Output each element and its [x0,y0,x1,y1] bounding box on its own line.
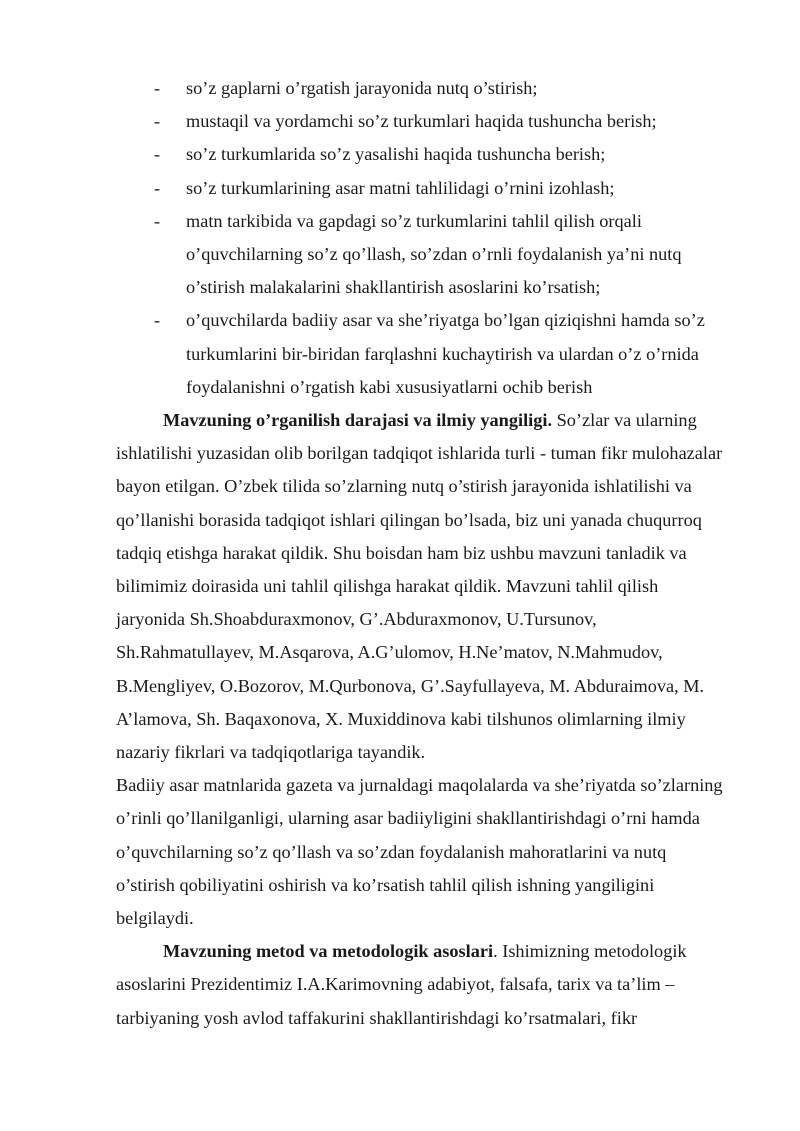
list-item [116,72,726,105]
list-item [116,205,726,305]
list-item [116,138,726,171]
research-level-text: So’zlar va ularning ishlatilishi yuzasidan olib borilgan tadqiqot ishlarida turli - tuman fikr mulohazalar bayon etilgan. O’zbek tilida so’zlarning nutq o’stirish jarayonida ishlatilishi va qo’llanishi borasida tadqiqot ishlari qilingan bo’lsada, biz uni yanada chuqurroq tadqiq etishga harakat qildik. Shu boisdan ham biz ushbu mavzuni tanladik va bilimimiz doirasida uni tahlil qilishga harakat qildik. Mavzuni tahlil qilish jaryonida Sh.Shoabduraxmonov, G’.Abduraxmonov, U.Tursunov, Sh.Rahmatullayev, M.Asqarova, A.G’ulomov, H.Ne’matov, N.Mahmudov, B.Mengliyev, O.Bozorov, M.Qurbonova, G’.Sayfullayeva, M. Abduraimova, M. A’lamova, Sh. Baqaxonova, X. Muxiddinova kabi tilshunos olimlarning ilmiy nazariy fikrlari va tadqiqotlariga tayandik. [116,410,723,763]
methodology-heading: Mavzuning metod va metodologik asoslari [163,941,494,962]
methodology-paragraph [116,935,726,1035]
page-content [116,72,726,1035]
list-item-text: matn tarkibida va gapdagi so’z turkumlarini tahlil qilish orqali o’quvchilarning so’z qo’llash, so’zdan o’rnli foydalanish ya’ni nutq o’stirish malakalarini shakllantirish asoslarini ko’rsatish; [186,210,682,298]
list-item [116,172,726,205]
dash-bullet: - [154,78,161,98]
list-item-text: so’z gaplarni o’rgatish jarayonida nutq o’stirish; [186,78,538,98]
dash-bullet: - [154,177,161,198]
list-item-text: so’z turkumlarida so’z yasalishi haqida tushuncha berish; [186,144,606,165]
list-item [116,105,726,138]
dash-bullet: - [154,111,161,132]
list-item-text: mustaqil va yordamchi so’z turkumlari haqida tushuncha berish; [186,111,657,132]
list-item-text: o’quvchilarda badiiy asar va she’riyatga bo’lgan qiziqishni hamda so’z turkumlarini bir-biridan farqlashni kuchaytirish va ulardan o’z o’rnida foydalanishni o’rgatish kabi xususiyatlarni ochib berish [186,310,705,397]
list-item-text: so’z turkumlarining asar matni tahlilidagi o’rnini izohlash; [186,177,615,198]
dash-bullet: - [154,144,161,165]
list-item [116,304,726,404]
objectives-list [116,72,726,404]
research-level-paragraph [116,404,726,769]
methodology-text: . Ishimizning metodologik asoslarini Prezidentimiz I.A.Karimovning adabiyot, falsafa, tarix va ta’lim – tarbiyaning yosh avlod taffakurini shakllantirishdagi ko’rsatmalari, fikr [116,941,687,1028]
dash-bullet: - [154,310,161,331]
research-level-heading: Mavzuning o’rganilish darajasi va ilmiy yangiligi. [163,410,553,431]
dash-bullet: - [154,210,161,231]
novelty-paragraph: Badiiy asar matnlarida gazeta va jurnaldagi maqolalarda va she’riyatda so’zlarning o’rinli qo’llanilganligi, ularning asar badiiyligini shakllantirishdagi o’rni hamda o’quvchilarning so’z qo’llash va so’zdan foydalanish mahoratlarini va nutq o’stirish qobiliyatini oshirish va ko’rsatish tahlil qilish ishning yangiligini belgilaydi. [116,775,723,929]
